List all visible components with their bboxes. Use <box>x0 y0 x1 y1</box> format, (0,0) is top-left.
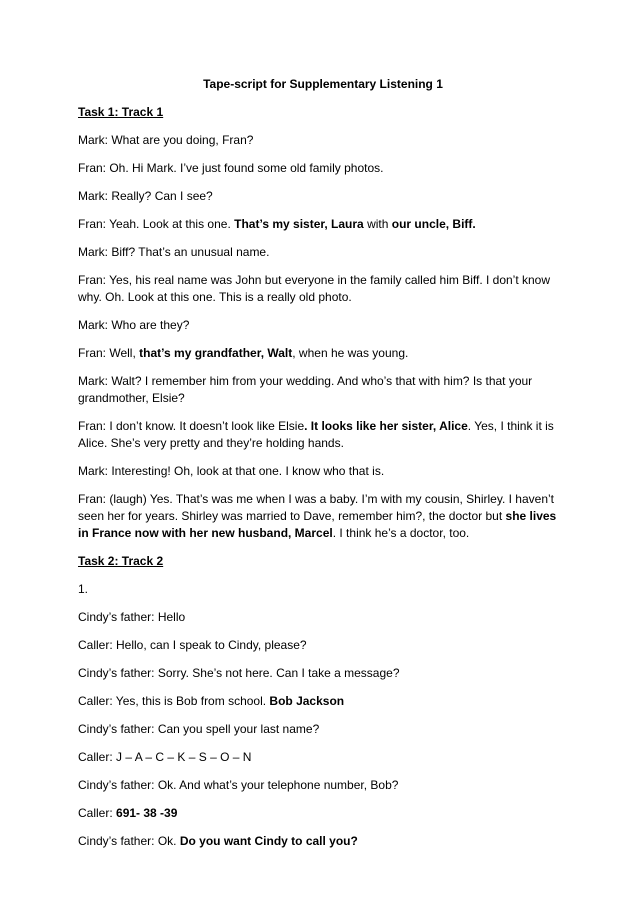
text-segment: Mark: What are you doing, Fran? <box>78 133 254 147</box>
task1-line <box>78 216 568 233</box>
bold-text: That’s my sister, Laura <box>234 217 364 231</box>
text-segment: Mark: Walt? I remember him from your wedding. And who’s that with him? Is that your grandmother, Elsie? <box>78 374 533 405</box>
task1-line <box>78 160 568 177</box>
bold-text: . It looks like her sister, Alice <box>304 419 468 433</box>
text-segment: Fran: Oh. Hi Mark. I’ve just found some old family photos. <box>78 161 384 175</box>
task2-line <box>78 637 568 654</box>
text-segment: Fran: Well, <box>78 346 140 360</box>
task1-line <box>78 244 568 261</box>
text-segment: . Yes, I think it is Alice. She’s very pretty and they’re holding hands. <box>78 419 554 450</box>
task2-line <box>78 693 568 710</box>
task1-line <box>78 418 568 452</box>
text-segment: Caller: Yes, this is Bob from school. <box>78 694 270 708</box>
task1-line <box>78 373 568 407</box>
text-segment: Fran: Yeah. Look at this one. <box>78 217 235 231</box>
text-segment: . I think he’s a doctor, too. <box>332 526 470 540</box>
bold-text: Do you want Cindy to call you? <box>179 834 358 848</box>
text-segment: Mark: Interesting! Oh, look at that one. I know who that is. <box>78 464 385 478</box>
task2-line <box>78 581 568 598</box>
task2-line <box>78 749 568 766</box>
text-segment: Mark: Really? Can I see? <box>78 189 213 203</box>
task1-line <box>78 345 568 362</box>
task1-line <box>78 272 568 306</box>
bold-text: 691- 38 -39 <box>116 806 178 820</box>
task2-line <box>78 805 568 822</box>
text-segment: Cindy’s father: Ok. <box>78 834 180 848</box>
text-segment: Caller: <box>78 806 117 820</box>
text-segment: Caller: J – A – C – K – S – O – N <box>78 750 252 764</box>
text-segment: Cindy’s father: Sorry. She’s not here. Can I take a message? <box>78 666 400 680</box>
task2-line <box>78 833 568 850</box>
task1-line <box>78 317 568 334</box>
task2-line <box>78 609 568 626</box>
text-segment: Mark: Who are they? <box>78 318 190 332</box>
bold-text: that’s my grandfather, Walt <box>139 346 293 360</box>
bold-text: our uncle, Biff. <box>391 217 476 231</box>
text-segment: Cindy’s father: Can you spell your last name? <box>78 722 320 736</box>
task1-line <box>78 491 568 542</box>
text-segment: Mark: Biff? That’s an unusual name. <box>78 245 270 259</box>
task2-line <box>78 721 568 738</box>
task2-line <box>78 777 568 794</box>
text-segment: Cindy’s father: Ok. And what’s your telephone number, Bob? <box>78 778 399 792</box>
text-segment: 1. <box>78 582 89 596</box>
task1-line <box>78 132 568 149</box>
task2-line <box>78 665 568 682</box>
task2-heading: Task 2: Track 2 <box>78 554 164 568</box>
task1-transcript <box>78 132 568 542</box>
bold-text: Bob Jackson <box>269 694 345 708</box>
text-segment: Cindy’s father: Hello <box>78 610 186 624</box>
task1-line <box>78 188 568 205</box>
task2-transcript <box>78 581 568 850</box>
task1-line <box>78 463 568 480</box>
task1-heading: Task 1: Track 1 <box>78 105 164 119</box>
text-segment: , when he was young. <box>292 346 409 360</box>
text-segment: Fran: I don’t know. It doesn’t look like Elsie <box>78 419 305 433</box>
text-segment: Caller: Hello, can I speak to Cindy, please? <box>78 638 307 652</box>
text-segment: Fran: (laugh) Yes. That’s was me when I was a baby. I’m with my cousin, Shirley. I haven’t seen her for years. Shirley was married to Dave, remember him?, the doctor but <box>78 492 554 523</box>
bold-text: she lives in France now with her new husband, Marcel <box>78 509 557 540</box>
text-segment: with <box>363 217 392 231</box>
text-segment: Fran: Yes, his real name was John but everyone in the family called him Biff. I don’t know why. Oh. Look at this one. This is a really old photo. <box>78 273 551 304</box>
document-page <box>78 76 568 861</box>
document-title: Tape-script for Supplementary Listening 1 <box>203 77 443 91</box>
